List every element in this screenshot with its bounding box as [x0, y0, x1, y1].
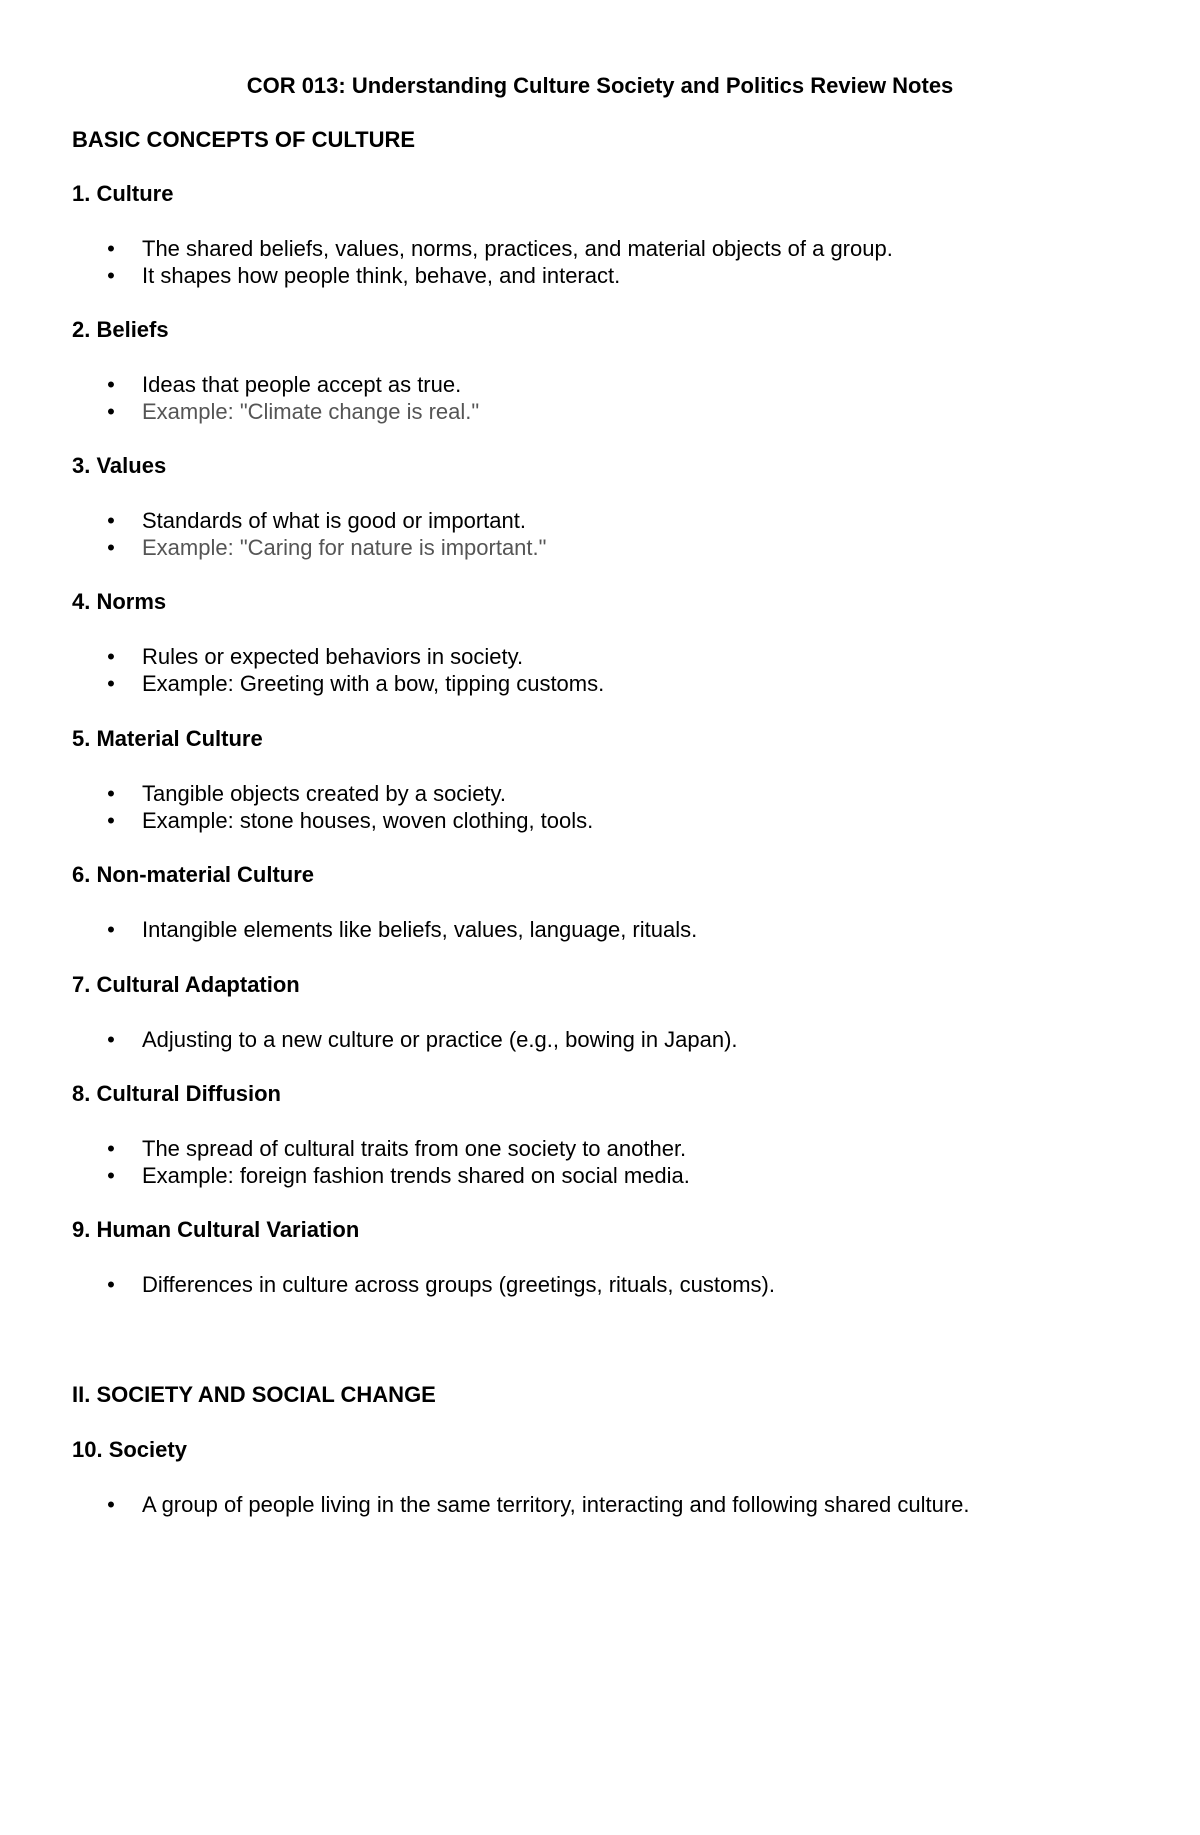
- bullet-icon: •: [107, 1163, 115, 1188]
- bullet-icon: •: [107, 917, 115, 942]
- document-title: COR 013: Understanding Culture Society and Politics Review Notes: [246, 73, 954, 98]
- list-item-text: Example: "Climate change is real.": [142, 399, 480, 424]
- concept-heading-beliefs: 2. Beliefs: [72, 317, 169, 342]
- bullet-icon: •: [107, 781, 115, 806]
- list-item-text: Ideas that people accept as true.: [142, 372, 462, 397]
- concept-heading-cultural-diffusion: 8. Cultural Diffusion: [72, 1081, 281, 1106]
- list-item-text: It shapes how people think, behave, and interact.: [142, 263, 621, 288]
- concept-heading-society: 10. Society: [72, 1437, 187, 1462]
- list-item-text: Example: stone houses, woven clothing, tools.: [142, 808, 594, 833]
- bullet-icon: •: [107, 1136, 115, 1161]
- list-item-text: Example: foreign fashion trends shared on social media.: [142, 1163, 690, 1188]
- bullet-icon: •: [107, 1492, 115, 1517]
- concept-heading-culture: 1. Culture: [72, 181, 174, 206]
- concept-heading-norms: 4. Norms: [72, 589, 167, 614]
- concept-heading-material-culture: 5. Material Culture: [72, 726, 263, 751]
- list-item-text: Rules or expected behaviors in society.: [142, 644, 524, 669]
- bullet-icon: •: [107, 508, 115, 533]
- concept-heading-non-material-culture: 6. Non-material Culture: [72, 862, 315, 887]
- list-item-text: Adjusting to a new culture or practice (e.g., bowing in Japan).: [142, 1027, 738, 1052]
- list-item-text: Differences in culture across groups (greetings, rituals, customs).: [142, 1272, 775, 1297]
- list-item-text: The shared beliefs, values, norms, practices, and material objects of a group.: [142, 236, 893, 261]
- list-item-text: Tangible objects created by a society.: [142, 781, 507, 806]
- section-heading-society-and-social-change: II. SOCIETY AND SOCIAL CHANGE: [72, 1382, 436, 1407]
- concept-heading-cultural-adaptation: 7. Cultural Adaptation: [72, 972, 300, 997]
- list-item-text: A group of people living in the same territory, interacting and following shared culture.: [142, 1492, 970, 1517]
- bullet-icon: •: [107, 399, 115, 424]
- bullet-icon: •: [107, 1027, 115, 1052]
- bullet-icon: •: [107, 644, 115, 669]
- bullet-icon: •: [107, 263, 115, 288]
- bullet-icon: •: [107, 808, 115, 833]
- bullet-icon: •: [107, 236, 115, 261]
- list-item-text: Example: "Caring for nature is important.": [142, 535, 547, 560]
- concept-heading-human-cultural-variation: 9. Human Cultural Variation: [72, 1217, 360, 1242]
- bullet-icon: •: [107, 1272, 115, 1297]
- concept-heading-values: 3. Values: [72, 453, 167, 478]
- list-item-text: Intangible elements like beliefs, values, language, rituals.: [142, 917, 698, 942]
- section-heading-basic-concepts: BASIC CONCEPTS OF CULTURE: [72, 127, 416, 152]
- bullet-icon: •: [107, 372, 115, 397]
- list-item-text: The spread of cultural traits from one society to another.: [142, 1136, 687, 1161]
- bullet-icon: •: [107, 671, 115, 696]
- bullet-icon: •: [107, 535, 115, 560]
- list-item-text: Standards of what is good or important.: [142, 508, 526, 533]
- list-item-text: Example: Greeting with a bow, tipping customs.: [142, 671, 605, 696]
